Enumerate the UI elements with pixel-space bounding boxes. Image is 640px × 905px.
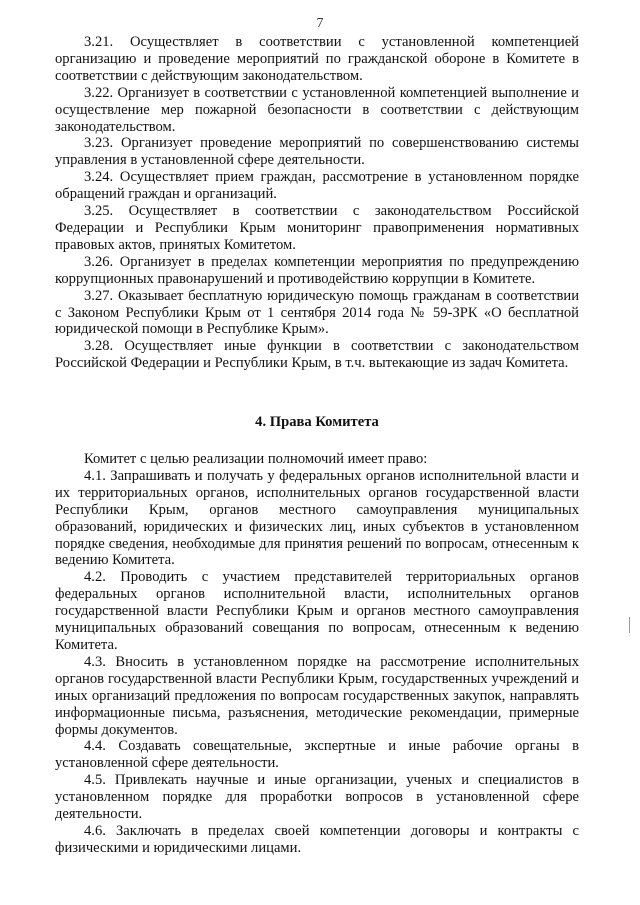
section-intro: Комитет с целью реализации полномочий имеет право:	[84, 451, 428, 468]
paragraph-3-26: 3.26. Организует в пределах компетенции мероприятия по предупреждению коррупционных правонарушений и противодействию коррупции в Комитете.	[55, 253, 579, 287]
paragraph-4-1: 4.1. Запрашивать и получать у федеральных органов исполнительной власти и их территориальных органов, исполнительных органов государственной власти Республики Крым, органов местного самоуправления муниципальных образований, юридических и физических лиц, иных субъектов в установленном порядке сведения, необходимые для принятия решений по вопросам, отнесенным к ведению Комитета.	[55, 467, 579, 569]
paragraph-4-3: 4.3. Вносить в установленном порядке на рассмотрение исполнительных органов государственной власти Республики Крым, государственных учреждений и иных организаций предложения по вопросам государственных закупок, направлять информационные письма, разъяснения, методические рекомендации, примерные формы документов.	[55, 653, 579, 738]
paragraph-4-2: 4.2. Проводить с участием представителей территориальных органов федеральных органов исполнительной власти, исполнительных органов государственной власти Республики Крым и органов местного самоуправления муниципальных образований совещания по вопросам, отнесенным к ведению Комитета.	[55, 569, 579, 653]
paragraph-3-27: 3.27. Оказывает бесплатную юридическую помощь гражданам в соответствии с Законом Республики Крым от 1 сентября 2014 года № 59-ЗРК «О бесплатной юридической помощи в Республике Крым».	[55, 287, 579, 338]
scan-margin-mark	[629, 617, 630, 633]
paragraph-4-5: 4.5. Привлекать научные и иные организации, ученых и специалистов в установленном порядке для проработки вопросов в установленной сфере деятельности.	[55, 772, 579, 823]
paragraph-3-23: 3.23. Организует проведение мероприятий по совершенствованию системы управления в установленной сфере деятельности.	[55, 135, 579, 169]
paragraph-4-6: 4.6. Заключать в пределах своей компетенции договоры и контракты с физическими и юридическими лицами.	[55, 822, 579, 856]
paragraph-3-28: 3.28. Осуществляет иные функции в соответствии с законодательством Российской Федерации и Республики Крым, в т.ч. вытекающие из задач Комитета.	[55, 338, 579, 372]
paragraph-4-4: 4.4. Создавать совещательные, экспертные и иные рабочие органы в установленной сфере деятельности.	[55, 738, 579, 772]
paragraph-3-25: 3.25. Осуществляет в соответствии с законодательством Российской Федерации и Республики Крым мониторинг правоприменения нормативных правовых актов, принятых Комитетом.	[55, 203, 579, 253]
paragraph-3-24: 3.24. Осуществляет прием граждан, рассмотрение в установленном порядке обращений граждан и организаций.	[55, 169, 579, 203]
paragraph-3-22: 3.22. Организует в соответствии с установленной компетенцией выполнение и осуществление мер пожарной безопасности в соответствии с действующим законодательством.	[55, 84, 579, 135]
paragraph-3-21: 3.21. Осуществляет в соответствии с установленной компетенцией организацию и проведение мероприятий по гражданской обороне в Комитете в соответствии с действующим законодательством.	[55, 34, 579, 84]
page-number: 7	[316, 16, 324, 31]
document-body	[55, 34, 579, 857]
section-heading: 4. Права Комитета	[255, 414, 379, 431]
